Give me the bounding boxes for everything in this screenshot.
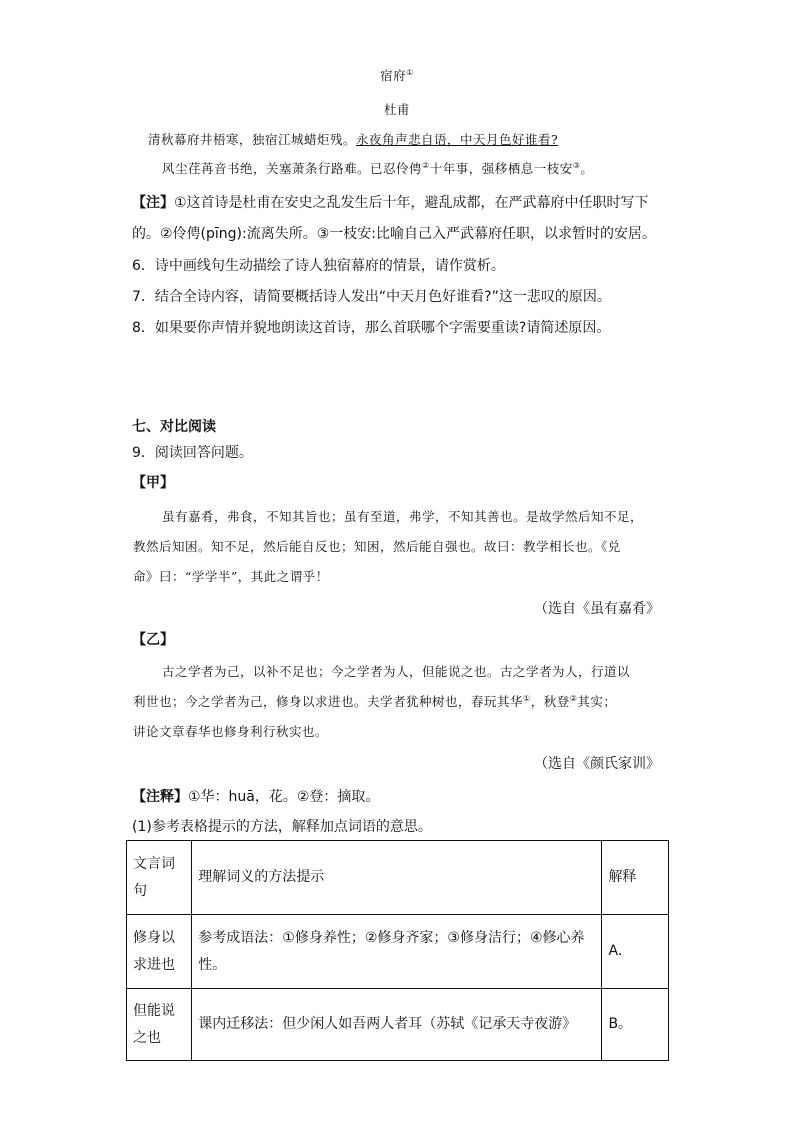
table-header-row [127,841,669,915]
jia-line-1: 虽有嘉肴，弗食，不知其旨也；虽有至道，弗学，不知其善也。是故学然后知不足， [162,509,644,524]
note-label: 【注】 [132,195,174,211]
poem-line-2-note-b: ③ [572,160,581,170]
table-row [127,989,669,1061]
question-6: 6．诗中画线句生动描绘了诗人独宿幕府的情景，请作赏析。 [132,258,505,274]
table-header-cell: 文言词句 [127,841,192,915]
poem-line-1 [148,130,558,148]
word-table [126,840,669,1061]
table-cell: A． [602,915,669,989]
table-cell: 课内迁移法：但少闲人如吾两人者耳（苏轼《记承天寺夜游》 [192,989,602,1061]
yi-line-2-note-b: ② [569,693,578,703]
table-cell: 参考成语法：①修身养性；②修身齐家；③修身洁行；④修心养性。 [192,915,602,989]
table-cell: 但能说之也 [127,989,192,1061]
table-header-cell: 解释 [602,841,669,915]
table-header-cell: 理解词义的方法提示 [192,841,602,915]
sub-question-1: (1)参考表格提示的方法，解释加点词语的意思。 [132,819,432,835]
section-7-heading: 七、对比阅读 [132,419,216,435]
question-8: 8．如果要你声情并貌地朗读这首诗，那么首联哪个字需要重读?请简述原因。 [132,320,611,336]
jia-line-2: 教然后知困。知不足，然后能自反也；知困，然后能自强也。故曰：教学相长也。《兑 [133,539,621,554]
note-line-2: 的。②伶俜(pīng):流离失所。③一枝安:比喻自己入严武幕府任职，以求暂时的安居。 [132,226,656,242]
note-text-1: ①这首诗是杜甫在安史之乱发生后十年，避乱成都，在严武幕府中任职时写下 [174,195,649,211]
yi-line-3: 讲论文章春华也修身利行秋实也。 [133,724,329,739]
yi-source: （选自《颜氏家训》 [534,756,660,772]
poem-line-2-b: 十年事，强移栖息一枝安 [429,161,573,176]
table-cell: 修身以求进也 [127,915,192,989]
poem-line-2-a: 风尘荏苒音书绝，关塞萧条行路难。已忍伶俜 [162,161,423,176]
note-line-1 [132,192,649,212]
table-cell: B。 [602,989,669,1061]
yi-line-2-a: 利世也；今之学者为己，修身以求进也。夫学者犹种树也，春玩其华 [133,694,524,709]
yi-line-2-c: 其实； [577,694,617,709]
annotation [132,786,379,806]
annotation-label: 【注释】 [132,789,188,805]
poem-title [0,66,794,84]
poem-line-1-plain: 清秋幕府井梧寒，独宿江城蜡炬残。 [148,132,357,147]
yi-line-2-note-a: ① [523,693,531,703]
yi-line-2 [133,692,616,710]
table-row [127,915,669,989]
annotation-text: ①华：huā，花。②登：摘取。 [188,789,380,805]
yi-line-2-b: ，秋登 [530,694,570,709]
poem-line-2-note-a: ② [422,160,430,170]
poem-line-1-underlined: 永夜角声悲自语，中天月色好谁看? [356,132,559,147]
poem-title-text: 宿府 [380,68,407,83]
poem-line-2-end: 。 [580,161,594,176]
jia-source: （选自《虽有嘉肴》 [534,601,660,617]
poem-line-2 [162,159,593,177]
yi-label: 【乙】 [132,632,174,648]
question-9: 9．阅读回答问题。 [132,445,253,461]
jia-line-3: 命》曰：“学学半”，其此之谓乎！ [133,569,329,584]
poem-author: 杜甫 [383,102,410,117]
poem-title-note: ① [406,67,414,77]
question-7: 7．结合全诗内容，请简要概括诗人发出“中天月色好谁看?”这一悲叹的原因。 [132,289,611,305]
jia-label: 【甲】 [132,475,174,491]
yi-line-1: 古之学者为己，以补不足也；今之学者为人，但能说之也。古之学者为人，行道以 [162,664,631,679]
